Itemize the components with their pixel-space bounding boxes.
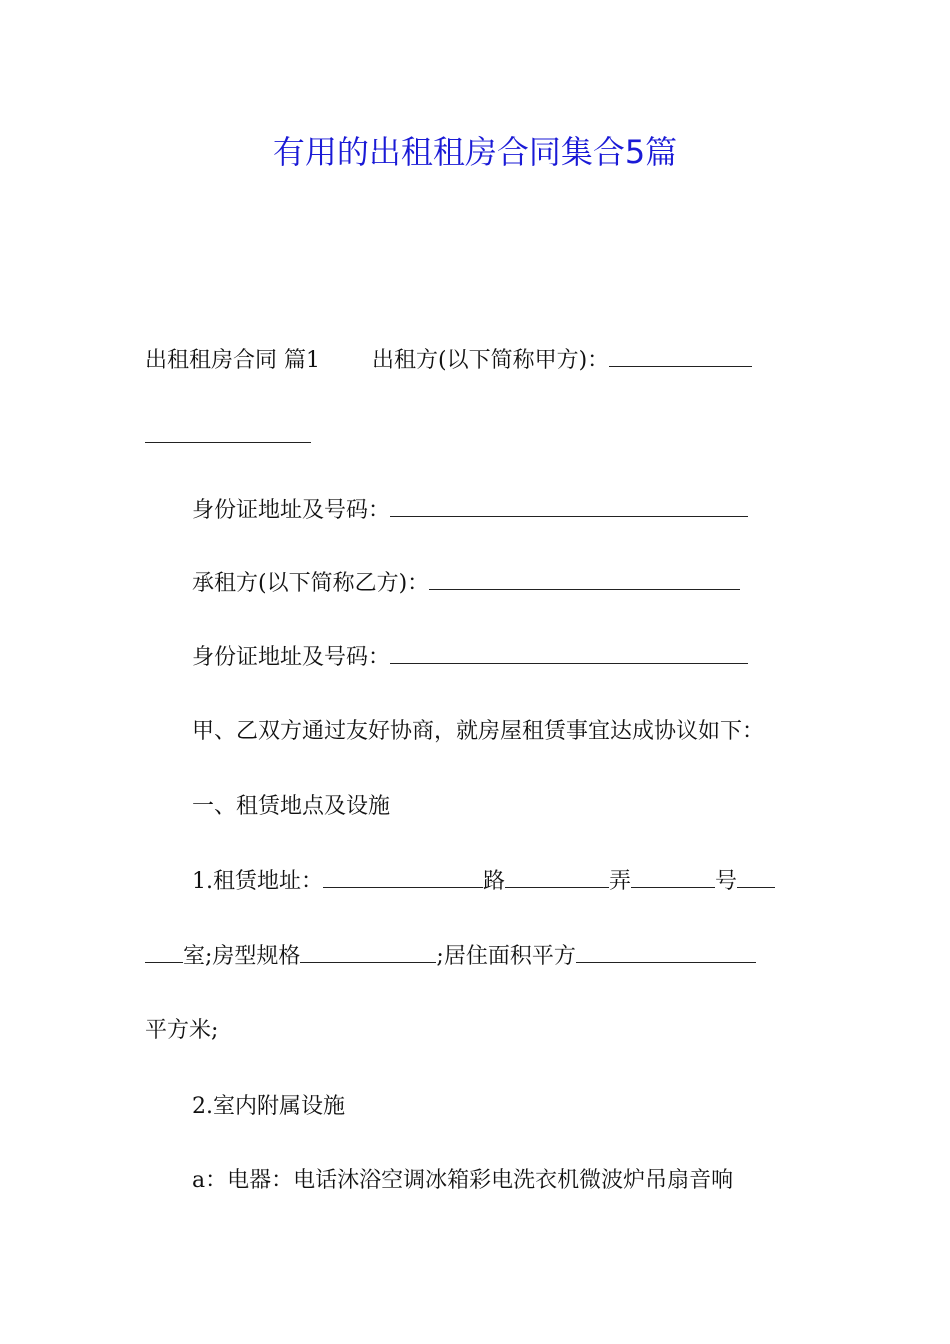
tenant-id-line — [192, 641, 748, 674]
address-line — [192, 865, 775, 898]
agreement-text: 甲、乙双方通过友好协商，就房屋租赁事宜达成协议如下： — [192, 719, 765, 744]
tenant-label: 承租方(以下简称乙方)： — [192, 571, 430, 596]
lane-label: 弄 — [609, 869, 632, 894]
appliances-text: a：电器：电话沐浴空调冰箱彩电洗衣机微波炉吊扇音响 — [192, 1168, 734, 1193]
appliances-line — [192, 1165, 733, 1197]
lane-blank[interactable] — [505, 865, 609, 888]
number-blank[interactable] — [631, 865, 715, 888]
room-type-blank[interactable] — [300, 940, 436, 963]
area-unit-line — [145, 1015, 218, 1047]
road-label: 路 — [483, 869, 506, 894]
section-heading-line — [192, 791, 390, 823]
landlord-blank-continued-line — [145, 420, 311, 453]
tenant-id-blank[interactable] — [390, 641, 748, 664]
tenant-line — [192, 567, 740, 600]
number-label: 号 — [715, 869, 738, 894]
contract-heading-line — [145, 344, 752, 377]
tenant-blank[interactable] — [429, 567, 740, 590]
document-title: 有用的出租租房合同集合5篇 — [272, 133, 678, 171]
facilities-line — [192, 1091, 345, 1123]
room-number-blank-continued[interactable] — [145, 940, 183, 963]
area-blank[interactable] — [576, 940, 756, 963]
room-label: 室;房型规格 — [183, 944, 301, 969]
area-unit: 平方米; — [145, 1018, 219, 1043]
landlord-label: 出租方(以下简称甲方)： — [372, 348, 610, 373]
address-label: 1.租赁地址： — [192, 869, 323, 894]
road-blank[interactable] — [323, 865, 483, 888]
tenant-id-label: 身份证地址及号码： — [192, 645, 391, 670]
area-label: ;居住面积平方 — [436, 944, 576, 969]
agreement-line — [192, 716, 764, 748]
landlord-blank-continued[interactable] — [145, 420, 311, 443]
landlord-id-blank[interactable] — [390, 494, 748, 517]
landlord-id-line — [192, 494, 748, 527]
landlord-id-label: 身份证地址及号码： — [192, 498, 391, 523]
section-heading: 一、租赁地点及设施 — [192, 794, 391, 819]
contract-heading: 出租租房合同 篇1 — [145, 348, 320, 373]
landlord-blank[interactable] — [609, 344, 752, 367]
facilities-heading: 2.室内附属设施 — [192, 1094, 345, 1119]
room-number-blank[interactable] — [737, 865, 775, 888]
room-line — [145, 940, 756, 973]
